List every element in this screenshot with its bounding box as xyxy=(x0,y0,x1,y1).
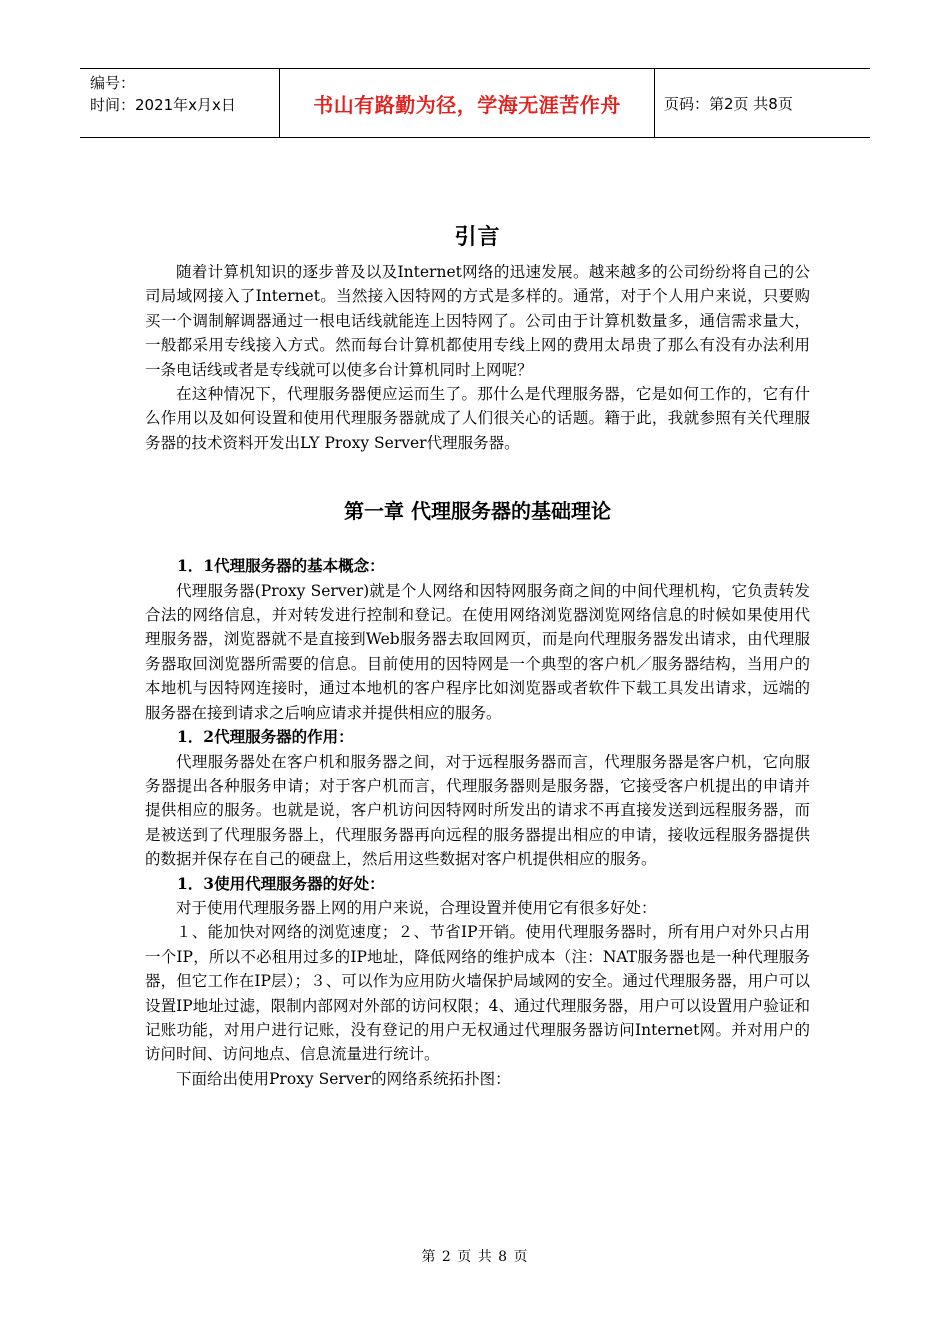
document-date-label: 时间：2021年x月x日 xyxy=(90,96,236,114)
section-1-1-text: 代理服务器(Proxy Server)就是个人网络和因特网服务商之间的中间代理机构，它负责转发合法的网络信息，并对转发进行控制和登记。在使用网络浏览器浏览网络信息的时候如果使用代理服务器，浏览器就不是直接到Web服务器去取回网页，而是向代理服务器发出请求，由代理服务器取回浏览器所需要的信息。目前使用的因特网是一个典型的客户机／服务器结构，当用户的本地机与因特网连接时，通过本地机的客户程序比如浏览器或者软件下载工具发出请求，远端的服务器在接到请求之后响应请求并提供相应的服务。 xyxy=(145,581,810,722)
header-left-cell xyxy=(80,69,280,137)
section-1-3-title: 1．3使用代理服务器的好处： xyxy=(177,873,385,893)
intro-paragraph-1: 随着计算机知识的逐步普及以及Internet网络的迅速发展。越来越多的公司纷纷将自己的公司局域网接入了Internet。当然接入因特网的方式是多样的。通常，对于个人用户来说，只要购买一个调制解调器通过一根电话线就能连上因特网了。公司由于计算机数量多，通信需求量大，一般都采用专线接入方式。然而每台计算机都使用专线上网的费用太昂贵了那么有没有办法利用一条电话线或者是专线就可以使多台计算机同时上网呢？ xyxy=(145,263,810,379)
section-1-2-title: 1．2代理服务器的作用： xyxy=(177,727,354,747)
document-number-label: 编号： xyxy=(90,74,136,92)
intro-title: 引言 xyxy=(454,225,501,250)
chapter-title: 第一章 代理服务器的基础理论 xyxy=(344,499,611,524)
page-header xyxy=(80,68,870,138)
intro-paragraph-2: 在这种情况下，代理服务器便应运而生了。那什么是代理服务器，它是如何工作的，它有什么作用以及如何设置和使用代理服务器就成了人们很关心的话题。籍于此，我就参照有关代理服务器的技术资料开发出LY Proxy Server代理服务器。 xyxy=(145,385,810,452)
section-1-1-title: 1．1代理服务器的基本概念： xyxy=(177,556,385,576)
header-page-cell xyxy=(655,69,870,137)
section-1-3-text-3: 下面给出使用Proxy Server的网络系统拓扑图： xyxy=(176,1069,511,1088)
header-page-info: 页码：第2页 共8页 xyxy=(664,94,793,113)
header-motto-cell xyxy=(280,69,655,137)
section-1-3-text-1: 对于使用代理服务器上网的用户来说，合理设置并使用它有很多好处： xyxy=(176,898,657,917)
section-1-3-text-2: １、能加快对网络的浏览速度；２、节省IP开销。使用代理服务器时，所有用户对外只占用一个IP，所以不必租用过多的IP地址，降低网络的维护成本（注：NAT服务器也是一种代理服务器，但它工作在IP层）；３、可以作为应用防火墙保护局域网的安全。通过代理服务器，用户可以设置IP地址过滤，限制内部网对外部的访问权限；4、通过代理服务器，用户可以设置用户验证和记账功能，对用户进行记账，没有登记的用户无权通过代理服务器访问Internet网。并对用户的访问时间、访问地点、信息流量进行统计。 xyxy=(145,923,810,1064)
header-motto: 书山有路勤为径，学海无涯苦作舟 xyxy=(313,92,621,117)
document-body xyxy=(145,220,810,1091)
section-1-2-text: 代理服务器处在客户机和服务器之间，对于远程服务器而言，代理服务器是客户机，它向服务器提出各种服务申请；对于客户机而言，代理服务器则是服务器，它接受客户机提出的申请并提供相应的服务。也就是说，客户机访问因特网时所发出的请求不再直接发送到远程服务器，而是被送到了代理服务器上，代理服务器再向远程的服务器提出相应的申请，接收远程服务器提供的数据并保存在自己的硬盘上，然后用这些数据对客户机提供相应的服务。 xyxy=(145,752,810,869)
page-footer: 第 2 页 共 8 页 xyxy=(421,1249,529,1265)
